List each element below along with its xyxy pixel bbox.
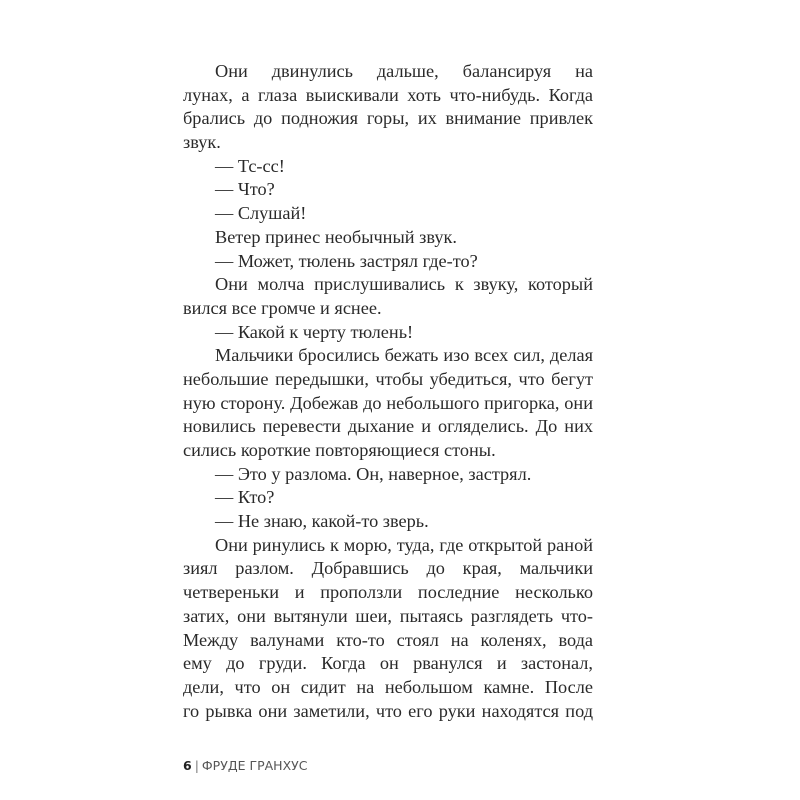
text-line: затих, они вытянули шеи, пытаясь разглядеть что- <box>183 605 593 626</box>
running-head-author: ФРУДЕ ГРАНХУС <box>201 758 308 773</box>
text-line: Между валунами кто-то стоял на коленях, вода <box>183 629 593 650</box>
text-line: звук. <box>183 132 221 153</box>
text-line: зиял разлом. Добравшись до края, мальчики <box>183 558 593 579</box>
page-number: 6 <box>183 758 192 773</box>
text-line: — Это у разлома. Он, наверное, застрял. <box>215 463 532 484</box>
text-line: новились перевести дыхание и огляделись. До них <box>183 416 593 437</box>
page-footer <box>183 758 308 773</box>
text-line: — Какой к черту тюлень! <box>215 321 414 342</box>
text-line: — Слушай! <box>215 203 307 224</box>
text-line: небольшие передышки, чтобы убедиться, что бегут <box>183 368 593 389</box>
text-line: лунах, а глаза выискивали хоть что-нибудь. Когда <box>183 84 593 105</box>
text-line: — Что? <box>215 179 275 200</box>
text-line: — Не знаю, какой-то зверь. <box>215 511 429 532</box>
text-line: — Тс-сс! <box>215 155 285 176</box>
text-line: вился все громче и яснее. <box>183 297 382 318</box>
text-line: четвереньки и проползли последние несколько <box>183 582 593 603</box>
text-line: ную сторону. Добежав до небольшого пригорка, они <box>183 392 593 413</box>
footer-separator: | <box>194 758 199 773</box>
text-line: дели, что он сидит на небольшом камне. После <box>183 676 593 697</box>
text-line: — Может, тюлень застрял где-то? <box>215 250 478 271</box>
text-line: сились короткие повторяющиеся стоны. <box>183 440 496 460</box>
text-line: Ветер принес необычный звук. <box>215 226 457 247</box>
text-line: го рывка они заметили, что его руки находятся под <box>183 700 593 721</box>
text-line: брались до подножия горы, их внимание привлек <box>183 108 593 129</box>
text-line: Они молча прислушивались к звуку, который <box>215 274 593 295</box>
text-line: Они двинулись дальше, балансируя на <box>215 61 593 81</box>
text-line: Мальчики бросились бежать изо всех сил, делая <box>215 345 593 366</box>
text-line: — Кто? <box>215 487 275 508</box>
text-line: Они ринулись к морю, туда, где открытой раной <box>215 534 593 555</box>
page-body <box>183 60 593 723</box>
text-line: ему до груди. Когда он рванулся и застонал, <box>183 653 593 674</box>
